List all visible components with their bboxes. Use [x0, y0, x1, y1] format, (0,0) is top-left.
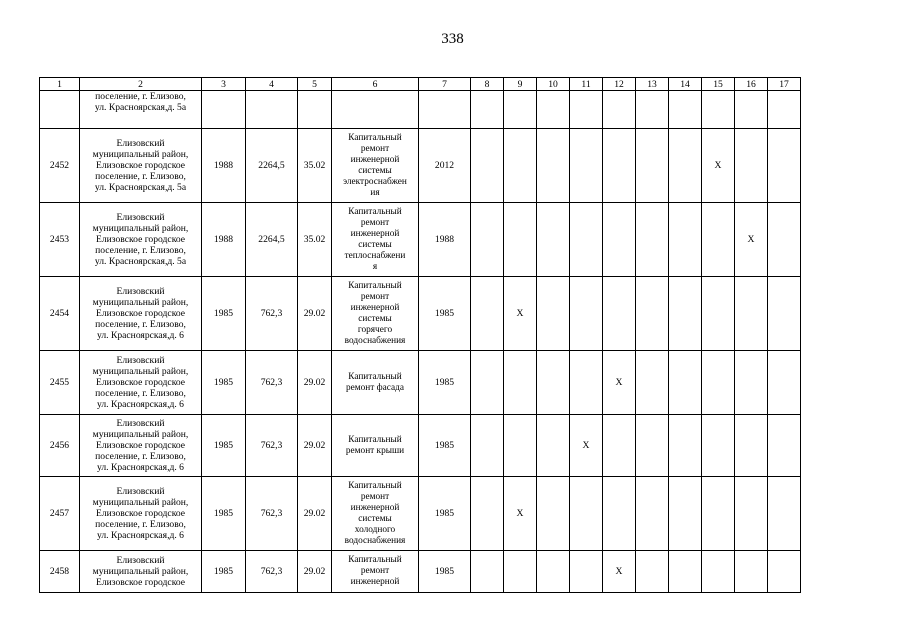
- mark-cell: [735, 351, 768, 415]
- column-header: 10: [537, 78, 570, 91]
- address-cell: Елизовский муниципальный район, Елизовское городское поселение, г. Елизово, ул. Красноярская,д. 6: [80, 351, 202, 415]
- address-cell: Елизовский муниципальный район, Елизовское городское поселение, г. Елизово, ул. Красноярская,д. 6: [80, 415, 202, 477]
- mark-cell: [570, 551, 603, 593]
- area-cell: 762,3: [246, 277, 298, 351]
- mark-cell: [768, 477, 801, 551]
- mark-cell: [504, 351, 537, 415]
- mark-cell: [735, 551, 768, 593]
- code-cell: 29.02: [298, 351, 332, 415]
- code-cell: 29.02: [298, 415, 332, 477]
- mark-cell: [636, 91, 669, 129]
- mark-cell: [603, 277, 636, 351]
- page-number: 338: [441, 31, 464, 47]
- row-number-cell: 2457: [40, 477, 80, 551]
- code-cell: [298, 91, 332, 129]
- area-cell: [246, 91, 298, 129]
- mark-cell: X: [504, 277, 537, 351]
- mark-cell: [471, 203, 504, 277]
- code-cell: 29.02: [298, 477, 332, 551]
- document-table: [39, 77, 801, 593]
- mark-cell: [504, 551, 537, 593]
- mark-cell: [768, 351, 801, 415]
- mark-cell: X: [735, 203, 768, 277]
- mark-cell: [636, 551, 669, 593]
- mark-cell: [603, 129, 636, 203]
- row-number-cell: 2452: [40, 129, 80, 203]
- table-header-row: [40, 78, 801, 91]
- build-year-cell: 1988: [202, 203, 246, 277]
- row-number-cell: 2453: [40, 203, 80, 277]
- mark-cell: [570, 91, 603, 129]
- address-cell: поселение, г. Елизово, ул. Красноярская,д. 5а: [80, 91, 202, 129]
- work-type-cell: Капитальный ремонт крыши: [332, 415, 419, 477]
- mark-cell: [768, 551, 801, 593]
- column-header: 2: [80, 78, 202, 91]
- mark-cell: [537, 415, 570, 477]
- address-cell: Елизовский муниципальный район, Елизовское городское поселение, г. Елизово, ул. Красноярская,д. 6: [80, 277, 202, 351]
- mark-cell: [735, 91, 768, 129]
- address-cell: Елизовский муниципальный район, Елизовское городское поселение, г. Елизово, ул. Красноярская,д. 6: [80, 477, 202, 551]
- year-cell: 1985: [419, 351, 471, 415]
- column-header: 3: [202, 78, 246, 91]
- mark-cell: [537, 277, 570, 351]
- mark-cell: [504, 203, 537, 277]
- column-header: 16: [735, 78, 768, 91]
- row-number-cell: 2456: [40, 415, 80, 477]
- mark-cell: [669, 277, 702, 351]
- mark-cell: [537, 203, 570, 277]
- build-year-cell: 1985: [202, 551, 246, 593]
- area-cell: 762,3: [246, 415, 298, 477]
- mark-cell: [537, 129, 570, 203]
- mark-cell: [570, 351, 603, 415]
- work-type-cell: Капитальный ремонт инженерной системы теплоснабжени я: [332, 203, 419, 277]
- mark-cell: [669, 415, 702, 477]
- area-cell: 2264,5: [246, 129, 298, 203]
- mark-cell: X: [504, 477, 537, 551]
- area-cell: 762,3: [246, 477, 298, 551]
- mark-cell: [603, 203, 636, 277]
- mark-cell: [669, 351, 702, 415]
- year-cell: 1985: [419, 477, 471, 551]
- mark-cell: [504, 129, 537, 203]
- year-cell: 2012: [419, 129, 471, 203]
- build-year-cell: 1985: [202, 415, 246, 477]
- mark-cell: [768, 91, 801, 129]
- code-cell: 35.02: [298, 203, 332, 277]
- mark-cell: [471, 129, 504, 203]
- table-row: [40, 91, 801, 129]
- area-cell: 2264,5: [246, 203, 298, 277]
- mark-cell: [702, 477, 735, 551]
- column-header: 7: [419, 78, 471, 91]
- mark-cell: [669, 91, 702, 129]
- mark-cell: X: [603, 551, 636, 593]
- work-type-cell: Капитальный ремонт инженерной системы холодного водоснабжения: [332, 477, 419, 551]
- mark-cell: [636, 477, 669, 551]
- mark-cell: X: [702, 129, 735, 203]
- mark-cell: [768, 277, 801, 351]
- year-cell: 1985: [419, 415, 471, 477]
- year-cell: 1988: [419, 203, 471, 277]
- mark-cell: [735, 415, 768, 477]
- mark-cell: [471, 551, 504, 593]
- mark-cell: [603, 415, 636, 477]
- column-header: 17: [768, 78, 801, 91]
- mark-cell: [537, 477, 570, 551]
- mark-cell: [702, 203, 735, 277]
- mark-cell: [471, 415, 504, 477]
- column-header: 4: [246, 78, 298, 91]
- column-header: 13: [636, 78, 669, 91]
- mark-cell: [768, 129, 801, 203]
- column-header: 9: [504, 78, 537, 91]
- mark-cell: [570, 203, 603, 277]
- year-cell: 1985: [419, 551, 471, 593]
- address-cell: Елизовский муниципальный район, Елизовское городское: [80, 551, 202, 593]
- table-row: [40, 203, 801, 277]
- address-cell: Елизовский муниципальный район, Елизовское городское поселение, г. Елизово, ул. Красноярская,д. 5а: [80, 129, 202, 203]
- area-cell: 762,3: [246, 351, 298, 415]
- mark-cell: [735, 277, 768, 351]
- year-cell: 1985: [419, 277, 471, 351]
- work-type-cell: Капитальный ремонт инженерной системы горячего водоснабжения: [332, 277, 419, 351]
- row-number-cell: 2458: [40, 551, 80, 593]
- build-year-cell: [202, 91, 246, 129]
- mark-cell: [570, 477, 603, 551]
- work-type-cell: Капитальный ремонт фасада: [332, 351, 419, 415]
- mark-cell: [669, 477, 702, 551]
- mark-cell: [636, 203, 669, 277]
- code-cell: 29.02: [298, 277, 332, 351]
- mark-cell: [570, 277, 603, 351]
- mark-cell: [735, 129, 768, 203]
- mark-cell: [669, 203, 702, 277]
- column-header: 5: [298, 78, 332, 91]
- mark-cell: [504, 415, 537, 477]
- column-header: 12: [603, 78, 636, 91]
- table-row: [40, 129, 801, 203]
- mark-cell: [702, 91, 735, 129]
- area-cell: 762,3: [246, 551, 298, 593]
- mark-cell: [768, 415, 801, 477]
- year-cell: [419, 91, 471, 129]
- row-number-cell: 2455: [40, 351, 80, 415]
- code-cell: 35.02: [298, 129, 332, 203]
- mark-cell: [702, 277, 735, 351]
- mark-cell: [471, 277, 504, 351]
- table-row: [40, 477, 801, 551]
- column-header: 6: [332, 78, 419, 91]
- table-row: [40, 351, 801, 415]
- mark-cell: [603, 477, 636, 551]
- column-header: 14: [669, 78, 702, 91]
- mark-cell: X: [603, 351, 636, 415]
- table-row: [40, 277, 801, 351]
- work-type-cell: Капитальный ремонт инженерной: [332, 551, 419, 593]
- mark-cell: [636, 129, 669, 203]
- mark-cell: [669, 551, 702, 593]
- row-number-cell: [40, 91, 80, 129]
- address-cell: Елизовский муниципальный район, Елизовское городское поселение, г. Елизово, ул. Красноярская,д. 5а: [80, 203, 202, 277]
- mark-cell: [636, 277, 669, 351]
- table-row: [40, 415, 801, 477]
- mark-cell: [702, 551, 735, 593]
- mark-cell: [570, 129, 603, 203]
- mark-cell: [636, 351, 669, 415]
- mark-cell: [702, 415, 735, 477]
- work-type-cell: Капитальный ремонт инженерной системы электроснабжен ия: [332, 129, 419, 203]
- column-header: 8: [471, 78, 504, 91]
- mark-cell: [537, 351, 570, 415]
- table-row: [40, 551, 801, 593]
- mark-cell: [537, 91, 570, 129]
- row-number-cell: 2454: [40, 277, 80, 351]
- mark-cell: [471, 91, 504, 129]
- mark-cell: [669, 129, 702, 203]
- column-header: 1: [40, 78, 80, 91]
- column-header: 11: [570, 78, 603, 91]
- build-year-cell: 1985: [202, 477, 246, 551]
- build-year-cell: 1985: [202, 351, 246, 415]
- mark-cell: X: [570, 415, 603, 477]
- mark-cell: [537, 551, 570, 593]
- mark-cell: [603, 91, 636, 129]
- build-year-cell: 1988: [202, 129, 246, 203]
- mark-cell: [471, 477, 504, 551]
- column-header: 15: [702, 78, 735, 91]
- mark-cell: [504, 91, 537, 129]
- mark-cell: [702, 351, 735, 415]
- code-cell: 29.02: [298, 551, 332, 593]
- mark-cell: [636, 415, 669, 477]
- mark-cell: [735, 477, 768, 551]
- mark-cell: [768, 203, 801, 277]
- build-year-cell: 1985: [202, 277, 246, 351]
- mark-cell: [471, 351, 504, 415]
- work-type-cell: [332, 91, 419, 129]
